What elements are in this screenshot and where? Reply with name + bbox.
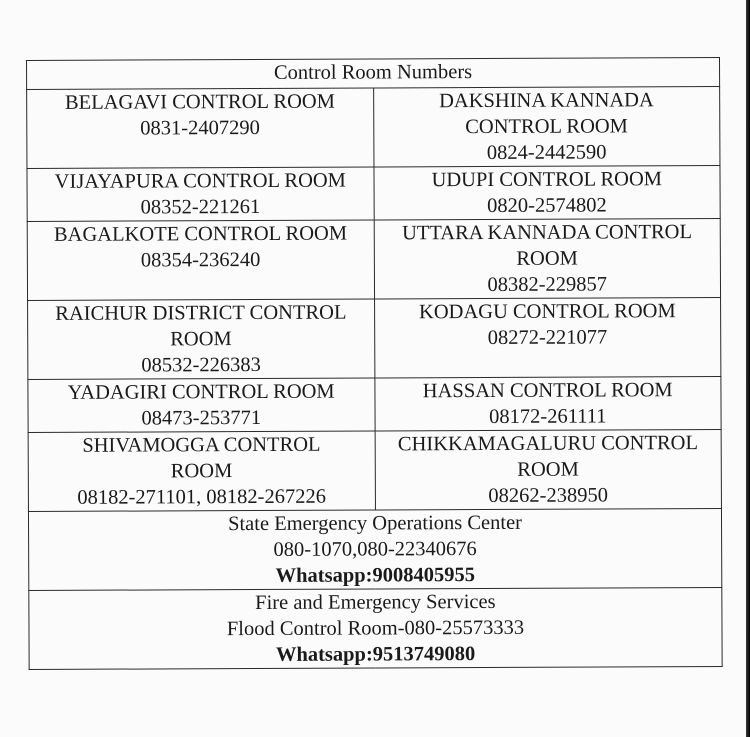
control-room-name: SHIVAMOGGA CONTROL xyxy=(82,433,321,457)
control-room-name: VIJAYAPURA CONTROL ROOM xyxy=(54,169,346,193)
table-row xyxy=(27,86,720,168)
control-room-name: UTTARA KANNADA CONTROL xyxy=(401,221,693,245)
table-row xyxy=(28,429,721,511)
control-room-name: BELAGAVI CONTROL ROOM xyxy=(64,90,335,114)
control-room-name: RAICHUR DISTRICT CONTROL xyxy=(55,301,347,325)
control-room-name: DAKSHINA KANNADA xyxy=(439,89,654,113)
flood-control-room: Flood Control Room-080-25573333 xyxy=(226,616,525,641)
control-room-cell xyxy=(27,88,374,169)
control-room-phone: 0824-2442590 xyxy=(486,141,607,164)
control-room-phone: 08172-261111 xyxy=(489,405,607,428)
control-room-name-cont: ROOM xyxy=(517,458,579,481)
control-room-phone: 08473-253771 xyxy=(141,406,262,430)
control-room-name: KODAGU CONTROL ROOM xyxy=(418,300,676,324)
control-room-phone: 08182-271101, 08182-267226 xyxy=(77,485,327,509)
control-room-name: YADAGIRI CONTROL ROOM xyxy=(67,380,335,404)
table-row xyxy=(27,165,720,221)
control-room-phone: 08532-226383 xyxy=(141,353,261,377)
page-edge-shadow xyxy=(746,0,750,737)
control-room-name-cont: ROOM xyxy=(170,328,232,351)
fire-cell xyxy=(29,587,722,669)
seoc-cell xyxy=(28,508,721,590)
control-room-cell xyxy=(28,431,375,512)
control-room-cell xyxy=(27,167,374,222)
control-room-phone: 08272-221077 xyxy=(487,326,608,349)
control-room-cell xyxy=(374,297,721,378)
control-room-name: BAGALKOTE CONTROL ROOM xyxy=(53,222,348,246)
fire-services-name: Fire and Emergency Services xyxy=(255,590,496,615)
control-room-phone: 0820-2574802 xyxy=(487,194,607,217)
table-header-row xyxy=(27,57,720,89)
fire-whatsapp: Whatsapp:9513749080 xyxy=(275,643,476,666)
control-room-phone: 08352-221261 xyxy=(140,195,261,219)
control-room-cell xyxy=(28,299,375,380)
control-room-phone: 08382-229857 xyxy=(487,273,608,296)
control-room-name-cont: CONTROL ROOM xyxy=(465,115,628,139)
control-room-cell xyxy=(27,220,374,301)
control-room-phone: 08262-238950 xyxy=(488,484,608,507)
control-room-name: CHIKKAMAGALURU CONTROL xyxy=(397,432,699,456)
seoc-phones: 080-1070,080-22340676 xyxy=(273,538,477,561)
control-room-cell xyxy=(373,165,720,220)
seoc-row xyxy=(28,508,721,590)
control-room-table xyxy=(26,57,723,670)
control-room-name-cont: ROOM xyxy=(170,460,233,483)
control-room-name: UDUPI CONTROL ROOM xyxy=(431,168,663,192)
control-room-cell xyxy=(375,429,722,510)
seoc-whatsapp: Whatsapp:9008405955 xyxy=(275,564,475,587)
control-room-cell xyxy=(28,378,375,433)
table-row xyxy=(28,376,721,432)
control-room-cell xyxy=(373,86,720,167)
control-room-phone: 08354-236240 xyxy=(140,248,261,272)
control-room-name: HASSAN CONTROL ROOM xyxy=(422,379,673,403)
control-room-cell xyxy=(374,376,721,431)
table-row xyxy=(28,297,721,379)
seoc-name: State Emergency Operations Center xyxy=(228,511,523,536)
table-row xyxy=(27,218,720,300)
fire-row xyxy=(29,587,722,669)
table-title: Control Room Numbers xyxy=(27,57,720,89)
control-room-name-cont: ROOM xyxy=(516,247,578,270)
control-room-cell xyxy=(374,218,721,299)
control-room-phone: 0831-2407290 xyxy=(140,116,260,140)
